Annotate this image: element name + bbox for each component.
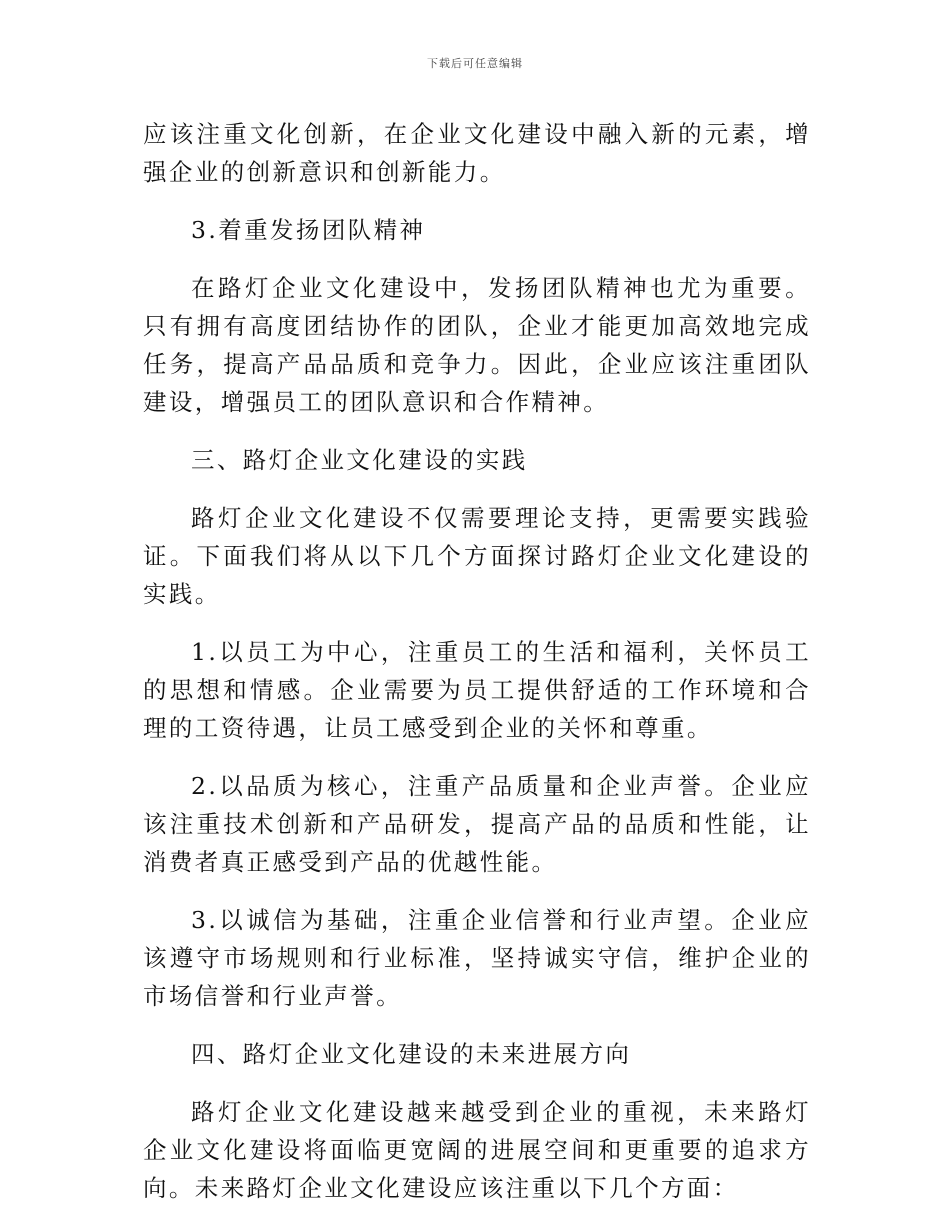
section-heading: 3.着重发扬团队精神 xyxy=(191,216,426,244)
paragraph: 路灯企业文化建设越来越受到企业的重视，未来路灯企业文化建设将面临更宽阔的进展空间和更重要的追求方向。未来路灯企业文化建设应该注重以下几个方面： xyxy=(143,1098,811,1202)
page-header: 下载后可任意编辑 xyxy=(427,57,523,70)
paragraph-continuation: 应该注重文化创新，在企业文化建设中融入新的元素，增强企业的创新意识和创新能力。 xyxy=(143,120,811,186)
paragraph: 在路灯企业文化建设中，发扬团队精神也尤为重要。只有拥有高度团结协作的团队，企业才能更加高效地完成任务，提高产品品质和竞争力。因此，企业应该注重团队建设，增强员工的团队意识和合作精神。 xyxy=(143,274,811,416)
list-item-paragraph: 1.以员工为中心，注重员工的生活和福利，关怀员工的思想和情感。企业需要为员工提供舒适的工作环境和合理的工资待遇，让员工感受到企业的关怀和尊重。 xyxy=(143,638,811,742)
section-heading: 四、路灯企业文化建设的未来进展方向 xyxy=(191,1040,632,1068)
list-item-paragraph: 3.以诚信为基础，注重企业信誉和行业声望。企业应该遵守市场规则和行业标准，坚持诚实守信，维护企业的市场信誉和行业声誉。 xyxy=(143,906,811,1010)
section-heading: 三、路灯企业文化建设的实践 xyxy=(191,446,528,474)
paragraph: 路灯企业文化建设不仅需要理论支持，更需要实践验证。下面我们将从以下几个方面探讨路灯企业文化建设的实践。 xyxy=(143,504,811,608)
document-body xyxy=(143,115,811,1227)
list-item-paragraph: 2.以品质为核心，注重产品质量和企业声誉。企业应该注重技术创新和产品研发，提高产品的品质和性能，让消费者真正感受到产品的优越性能。 xyxy=(143,772,811,876)
